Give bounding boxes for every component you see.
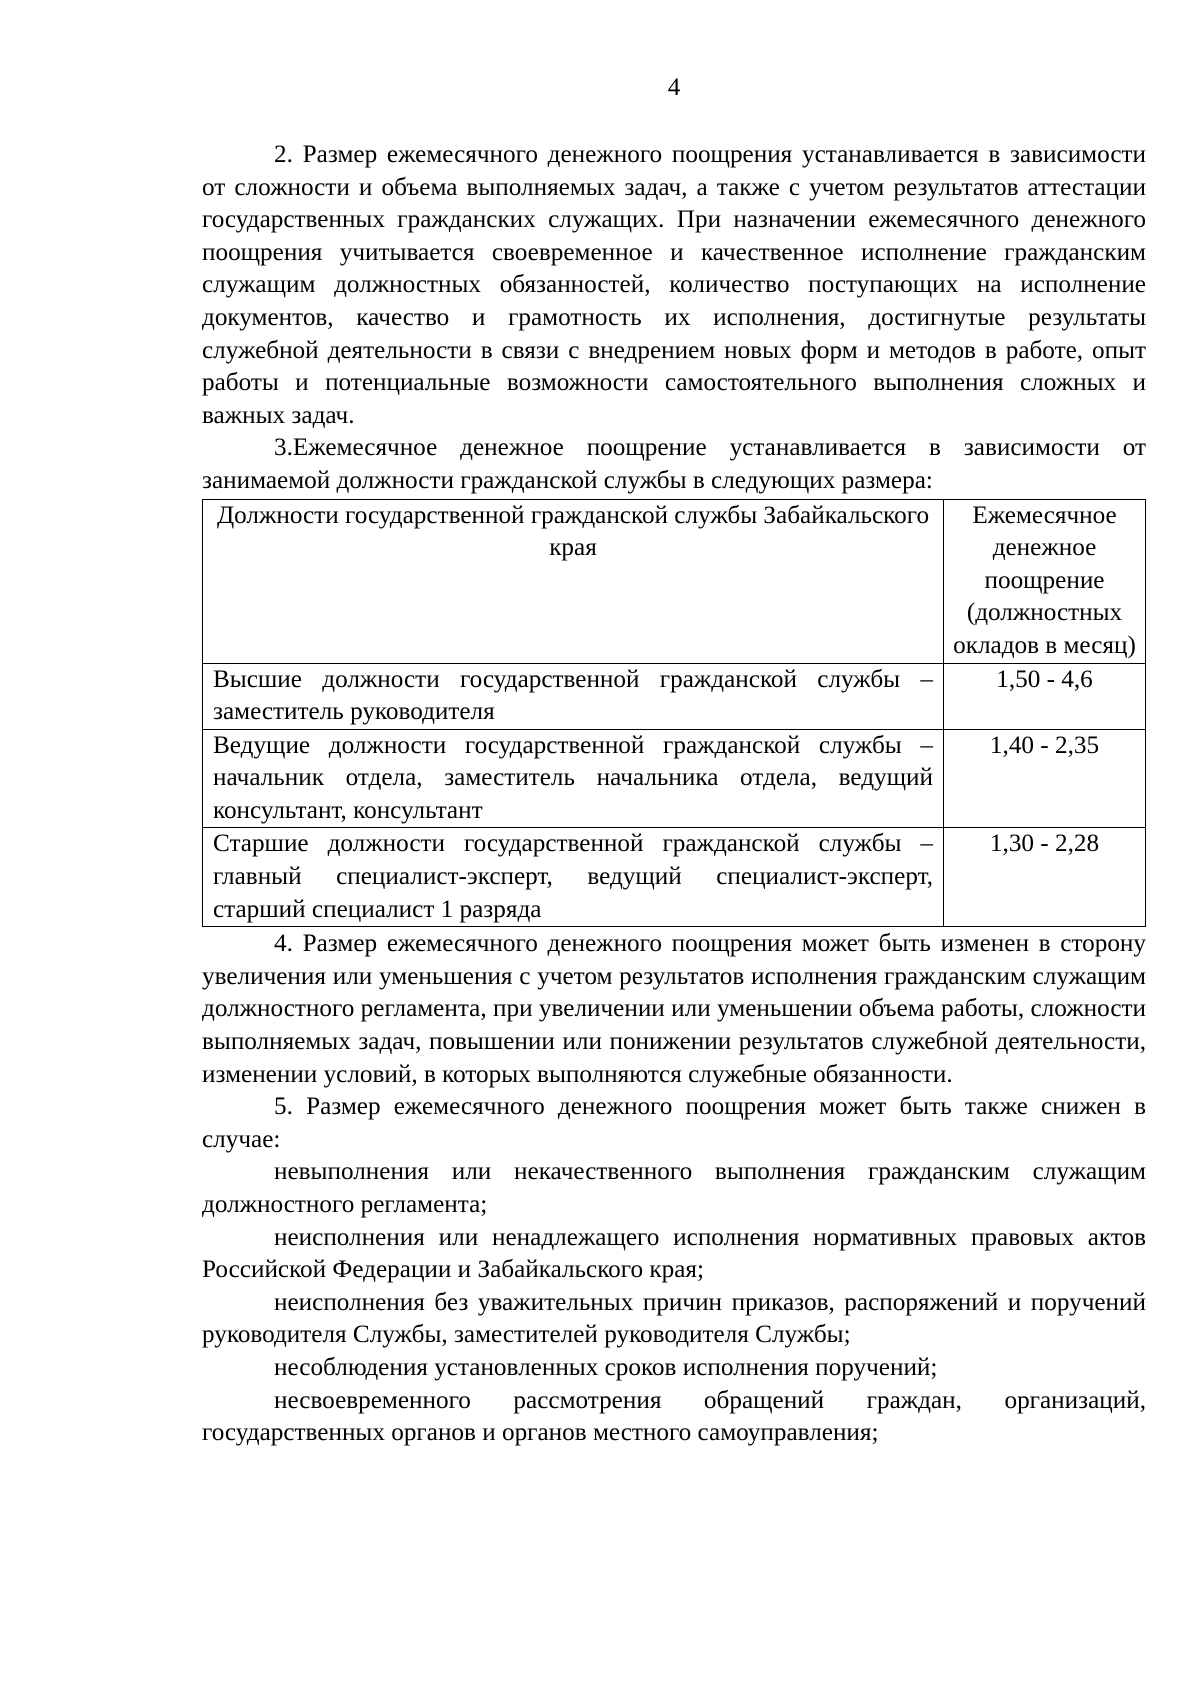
paragraph-5: 5. Размер ежемесячного денежного поощрения может быть также снижен в случае: [202,1093,1146,1153]
row-position: Высшие должности государственной гражданской службы – заместитель руководителя [203,663,944,729]
table-row [203,828,1146,927]
paragraph-4: 4. Размер ежемесячного денежного поощрения может быть изменен в сторону увеличения или уменьшения с учетом результатов исполнения гражданским служащим должностного регламента, при увеличении или уменьшении объема работы, сложности выполняемых задач, повышении или понижении результатов служебной деятельности, изменении условий, в которых выполняются служебные обязанности. [202,930,1146,1088]
row-bonus: 1,40 - 2,35 [944,729,1146,828]
row-position: Ведущие должности государственной гражданской службы – начальник отдела, заместитель начальника отдела, ведущий консультант, консультант [203,729,944,828]
table-header-row [203,499,1146,663]
paragraph-3: 3.Ежемесячное денежное поощрение устанавливается в зависимости от занимаемой должности гражданской службы в следующих размера: [202,434,1146,494]
table-row [203,663,1146,729]
page-number: 4 [667,74,681,101]
row-bonus: 1,50 - 4,6 [944,663,1146,729]
reduction-case: несвоевременного рассмотрения обращений граждан, организаций, государственных органов и органов местного самоуправления; [202,1386,1146,1447]
row-position: Старшие должности государственной гражданской службы – главный специалист-эксперт, ведущий специалист-эксперт, старший специалист 1 разряда [203,828,944,927]
reduction-case: неисполнения или ненадлежащего исполнения нормативных правовых актов Российской Федерации и Забайкальского края; [202,1223,1146,1284]
reduction-case: невыполнения или некачественного выполнения гражданским служащим должностного регламента; [202,1158,1146,1218]
document-body [202,139,1146,1450]
header-position: Должности государственной гражданской службы Забайкальского края [203,499,944,663]
header-bonus: Ежемесячное денежное поощрение (должностных окладов в месяц) [944,499,1146,663]
row-bonus: 1,30 - 2,28 [944,828,1146,927]
reduction-case: несоблюдения установленных сроков исполнения поручений; [274,1353,938,1381]
reduction-case: неисполнения без уважительных причин приказов, распоряжений и поручений руководителя Службы, заместителей руководителя Службы; [202,1288,1146,1349]
paragraph-2: 2. Размер ежемесячного денежного поощрения устанавливается в зависимости от сложности и объема выполняемых задач, а также с учетом результатов аттестации государственных гражданских служащих. При назначении ежемесячного денежного поощрения учитывается своевременное и качественное исполнение гражданским служащим должностных обязанностей, количество поступающих на исполнение документов, качество и грамотность их исполнения, достигнутые результаты служебной деятельности в связи с внедрением новых форм и методов в работе, опыт работы и потенциальные возможности самостоятельного выполнения сложных и важных задач. [202,141,1146,429]
table-row [203,729,1146,828]
bonus-table [202,499,1146,928]
